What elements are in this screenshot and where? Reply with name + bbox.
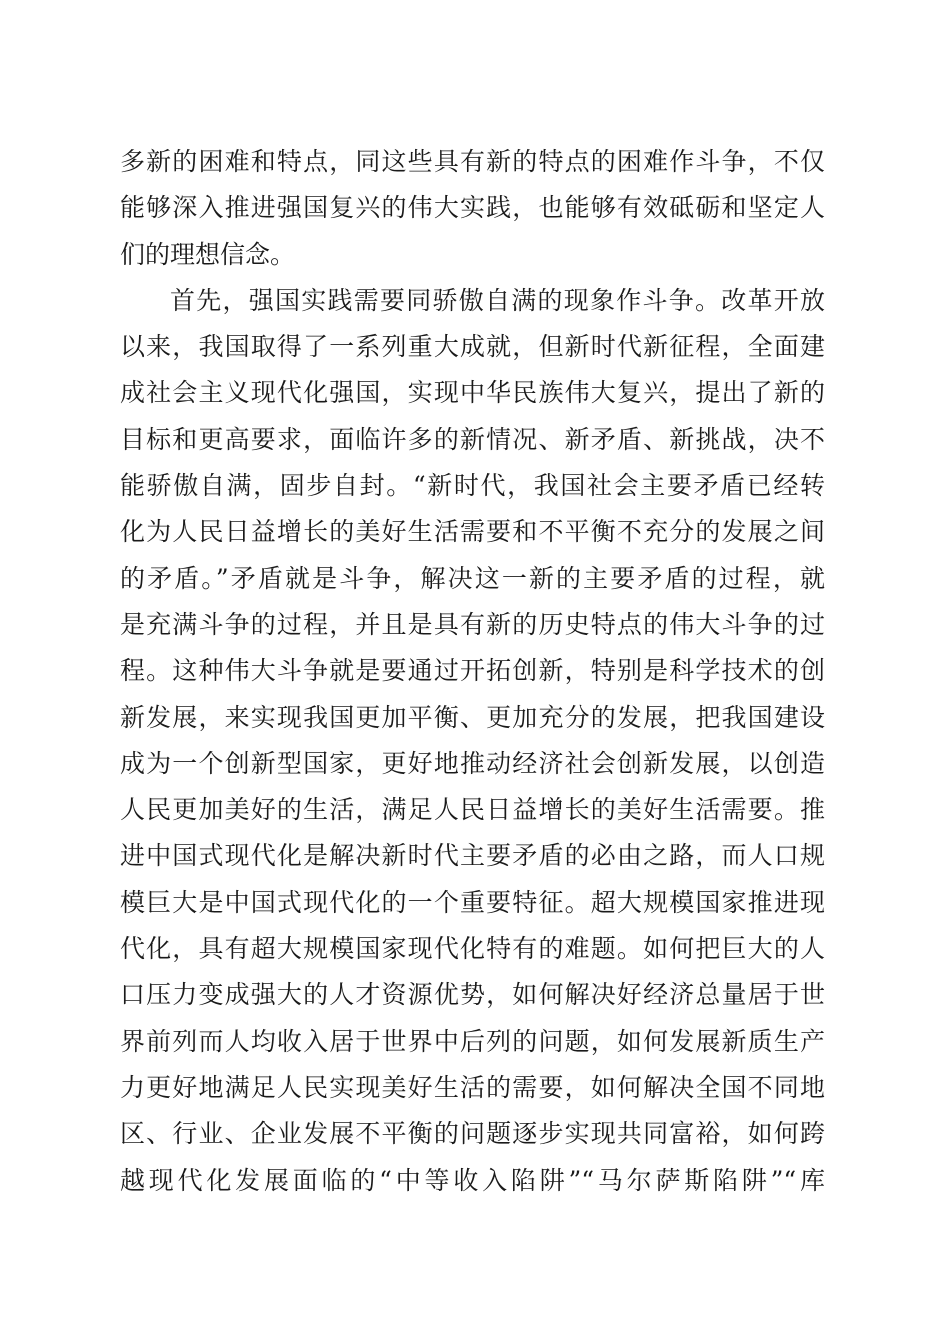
text-line: 代化，具有超大规模国家现代化特有的难题。如何把巨大的人 [120,934,825,964]
body-text [120,139,825,1204]
text-line: 能骄傲自满，固步自封。“新时代，我国社会主要矛盾已经转 [120,471,825,501]
text-line: 界前列而人均收入居于世界中后列的问题，如何发展新质生产 [120,1026,825,1056]
text-line: 目标和更高要求，面临许多的新情况、新矛盾、新挑战，决不 [120,424,825,454]
text-line: 力更好地满足人民实现美好生活的需要，如何解决全国不同地 [120,1072,825,1102]
text-line: 模巨大是中国式现代化的一个重要特征。超大规模国家推进现 [120,887,825,917]
text-line: 成社会主义现代化强国，实现中华民族伟大复兴，提出了新的 [120,378,825,408]
text-line: 口压力变成强大的人才资源优势，如何解决好经济总量居于世 [120,980,825,1010]
text-line: 多新的困难和特点，同这些具有新的特点的困难作斗争，不仅 [120,147,825,176]
text-line: 能够深入推进强国复兴的伟大实践，也能够有效砥砺和坚定人 [120,193,825,223]
text-line: 首先，强国实践需要同骄傲自满的现象作斗争。改革开放 [170,285,825,315]
text-line: 程。这种伟大斗争就是要通过开拓创新，特别是科学技术的创 [120,656,825,686]
text-line: 是充满斗争的过程，并且是具有新的历史特点的伟大斗争的过 [120,609,825,639]
text-line: 们的理想信念。 [120,239,296,269]
text-line: 新发展，来实现我国更加平衡、更加充分的发展，把我国建设 [120,702,825,732]
text-line: 以来，我国取得了一系列重大成就，但新时代新征程，全面建 [120,332,825,362]
text-line: 成为一个创新型国家，更好地推动经济社会创新发展，以创造 [120,748,825,778]
text-line: 人民更加美好的生活，满足人民日益增长的美好生活需要。推 [120,795,825,825]
text-line: 的矛盾。”矛盾就是斗争，解决这一新的主要矛盾的过程，就 [120,563,825,593]
text-line: 区、行业、企业发展不平衡的问题逐步实现共同富裕，如何跨 [120,1119,825,1149]
text-line: 化为人民日益增长的美好生活需要和不平衡不充分的发展之间 [120,517,825,547]
text-line: 进中国式现代化是解决新时代主要矛盾的必由之路，而人口规 [120,841,825,871]
text-line: 越现代化发展面临的“中等收入陷阱”“马尔萨斯陷阱”“库 [120,1165,825,1195]
